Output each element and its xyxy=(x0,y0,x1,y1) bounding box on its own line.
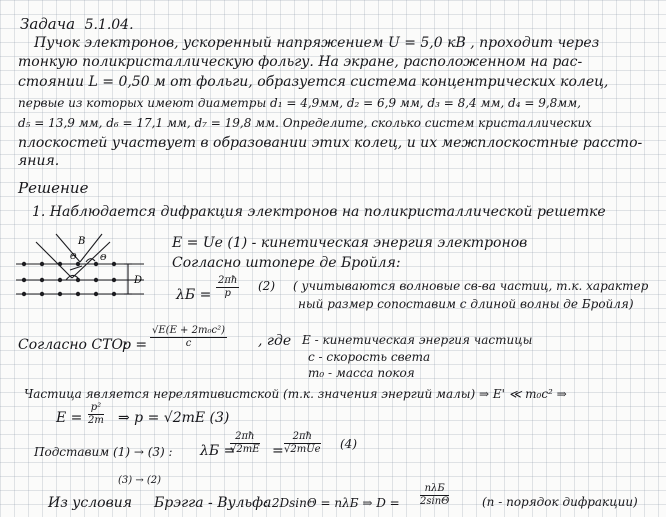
bragg-from: Из условия xyxy=(48,495,133,511)
subst-label: Подставим (1) → (3) : xyxy=(34,445,173,459)
debroglie-line: Согласно штопере де Бройля: xyxy=(172,255,401,271)
solution-heading: Решение xyxy=(18,179,89,197)
bragg-refs: (3) → (2) xyxy=(118,475,162,486)
subst-fraction-2: 2πħ √2mUe xyxy=(284,431,321,455)
sto-def-3: m₀ - масса покоя xyxy=(308,366,415,380)
subst-lambda: λБ = xyxy=(200,443,236,459)
energy-line: E = Ue (1) - кинетическая энергия электронов xyxy=(172,235,528,251)
bragg-fraction: nλБ 2sinΘ xyxy=(420,483,450,507)
task-line-6: плоскостей участвует в образовании этих колец, и их межплоскостные рассто- xyxy=(18,135,643,151)
eq2-tag: (2) xyxy=(258,279,275,293)
lambda-fraction: $\frac{2\pi ħ}{p}$ xyxy=(218,275,238,299)
sto-def-2: c - скорость света xyxy=(308,350,431,364)
sto-gde: , где xyxy=(258,333,292,349)
nonrel-rest: ⇒ p = √2mE (3) xyxy=(118,410,230,426)
sto-label: Согласно СТО: xyxy=(18,337,128,353)
subst-fraction-1: $\frac{2\pi ħ}{√2mE}$ xyxy=(230,431,260,455)
note-line-2: ный размер сопоставим с длиной волны де Бройля) xyxy=(298,297,634,311)
task-title: Задача 5.1.04. xyxy=(20,15,134,33)
sto-fraction: $\frac{\text{√E(E + 2m₀c²)}}{c}$ xyxy=(152,325,225,349)
task-line-3: стоянии L = 0,50 м от фольги, образуется система концентрических колец, xyxy=(18,74,609,90)
bragg-diagram xyxy=(16,232,156,302)
sto-def-1: E - кинетическая энергия частицы xyxy=(302,333,533,347)
diagram-label-d: D xyxy=(134,275,143,286)
nonrel-line: Частица является нерелятивистской (т.к. значения энергий малы) ⇒ E' ≪ m₀c² ⇒ xyxy=(24,387,567,401)
bragg-name: Брэгга - Вульфа xyxy=(154,495,272,511)
eq4-tag: (4) xyxy=(340,437,357,451)
sto-p: p = xyxy=(122,337,148,353)
task-line-2: тонкую поликристаллическую фольгу. На экране, расположенном на рас- xyxy=(18,54,583,70)
task-line-4: первые из которых имеют диаметры d₁ = 4,9мм, d₂ = 6,9 мм, d₃ = 8,4 мм, d₄ = 9,8мм, xyxy=(18,96,581,110)
diagram-label-theta-1: Θ xyxy=(70,252,77,261)
task-line-1: Пучок электронов, ускоренный напряжением U = 5,0 кВ , проходит через xyxy=(34,35,600,51)
nonrel-e: E = xyxy=(56,410,83,426)
diagram-label-b: B xyxy=(78,236,86,247)
diagram-label-theta-2: Θ xyxy=(100,253,107,262)
lambda-label: λБ = xyxy=(176,287,212,303)
subst-equals: = xyxy=(272,443,284,459)
note-line-1: ( учитываются волновые св-ва частиц, т.к. характер xyxy=(293,279,649,293)
nonrel-fraction: $\frac{\text{p²}}{2m}$ xyxy=(88,402,104,426)
bragg-note: (n - порядок дифракции) xyxy=(482,495,638,509)
task-line-7: яния. xyxy=(18,153,60,169)
bragg-equation: : 2DsinΘ = nλБ ⇒ D = xyxy=(264,496,400,510)
task-line-5: d₅ = 13,9 мм, d₆ = 17,1 мм, d₇ = 19,8 мм. Определите, сколько систем кристаллических xyxy=(18,116,592,130)
solution-step-1: 1. Наблюдается дифракция электронов на поликристаллической решетке xyxy=(32,204,606,220)
